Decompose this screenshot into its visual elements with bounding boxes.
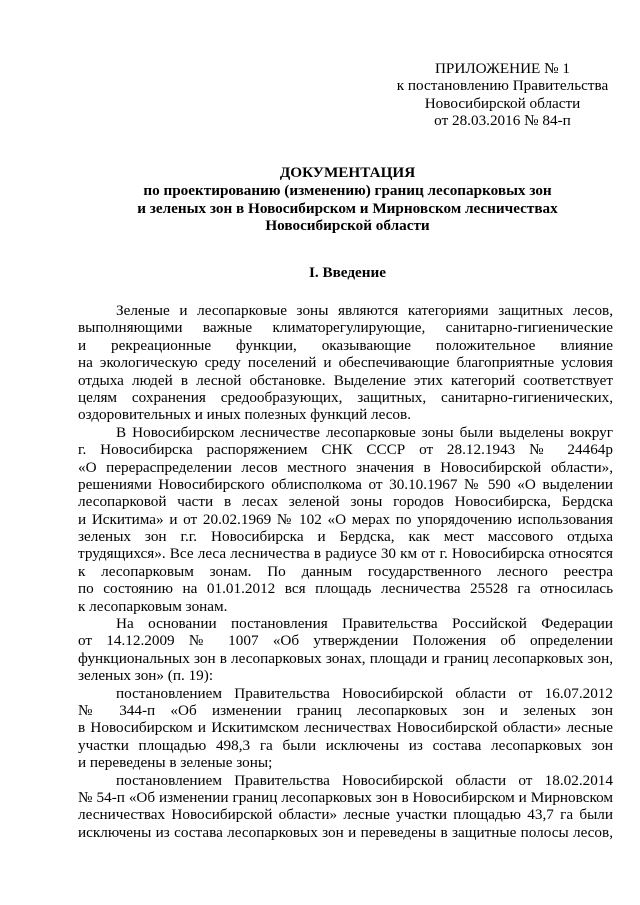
paragraph-line: участки площадью 498,3 га были исключены из состава лесопарковых зон bbox=[78, 736, 613, 754]
appendix-line-region: Новосибирской области bbox=[424, 94, 581, 112]
paragraph-line: функциональных зон в лесопарковых зонах, площади и границ лесопарковых зон, bbox=[78, 649, 613, 667]
paragraph-line: от 14.12.2009 № 1007 «Об утверждении Положения об определении bbox=[78, 632, 613, 650]
paragraph-line: «О перераспределении лесов местного значения в Новосибирской области», bbox=[78, 458, 613, 476]
document-subtitle-line: и зеленых зон в Новосибирском и Мирновском лесничествах bbox=[137, 199, 558, 217]
paragraph-line: по состоянию на 01.01.2012 вся площадь лесничества 25528 га относилась bbox=[78, 580, 613, 598]
paragraph-line: На основании постановления Правительства Российской Федерации bbox=[116, 615, 613, 633]
paragraph-line: на экологическую среду поселений и обеспечивающие благоприятные условия bbox=[78, 354, 613, 372]
paragraph-line: постановлением Правительства Новосибирской области от 18.02.2014 bbox=[116, 771, 613, 789]
document-title: ДОКУМЕНТАЦИЯ bbox=[279, 164, 416, 181]
paragraph-line: Зеленые и лесопарковые зоны являются категориями защитных лесов, bbox=[116, 302, 613, 319]
paragraph-line: к лесопарковым зонам. По данным государственного лесного реестра bbox=[78, 562, 613, 580]
paragraph-line: выполняющими важные климаторегулирующие, санитарно-гигиенические bbox=[78, 319, 613, 337]
document-title-block bbox=[80, 164, 615, 235]
appendix-block bbox=[395, 60, 610, 130]
document-subtitle-line: Новосибирской области bbox=[265, 217, 430, 235]
paragraph-line: к лесопарковым зонам. bbox=[78, 597, 228, 615]
paragraph-line: постановлением Правительства Новосибирской области от 16.07.2012 bbox=[116, 684, 613, 702]
document-subtitle-line: по проектированию (изменению) границ лесопарковых зон bbox=[143, 182, 552, 200]
paragraph-line: целям сохранения средообразующих, защитных, санитарно-гигиенических, bbox=[78, 388, 613, 406]
paragraph-line: В Новосибирском лесничестве лесопарковые зоны были выделены вокруг bbox=[116, 423, 613, 441]
paragraph-line: трудящихся». Все леса лесничества в радиусе 30 км от г. Новосибирска относятся bbox=[78, 545, 613, 563]
paragraph-line: № 54-п «Об изменении границ лесопарковых зон в Новосибирском и Мирновском bbox=[78, 788, 613, 806]
body-text bbox=[78, 302, 613, 841]
paragraph-line: № 344-п «Об изменении границ лесопарковых зон и зеленых зон bbox=[78, 701, 613, 719]
paragraph-line: лесничествах Новосибирской области» лесные участки площадью 43,7 га были bbox=[78, 806, 613, 824]
section-heading: I. Введение bbox=[308, 264, 387, 281]
paragraph-line: и рекреационные функции, оказывающие положительное влияние bbox=[78, 336, 613, 354]
paragraph-line: зеленых зон г.г. Новосибирска и Бердска, как мест массового отдыха bbox=[78, 528, 613, 546]
appendix-line-date: от 28.03.2016 № 84-п bbox=[434, 112, 571, 130]
paragraph-line: зеленых зон» (п. 19): bbox=[78, 667, 214, 685]
paragraph-line: и переведены в зеленые зоны; bbox=[78, 754, 273, 772]
paragraph-line: оздоровительных и иных полезных функций лесов. bbox=[78, 406, 411, 424]
paragraph-line: лесопарковой части в лесах зеленой зоны городов Новосибирска, Бердска bbox=[78, 493, 613, 511]
paragraph-line: и Искитима» и от 20.02.1969 № 102 «О мерах по упорядочению использования bbox=[78, 510, 613, 528]
paragraph-line: г. Новосибирска распоряжением СНК СССР от 28.12.1943 № 24464р bbox=[78, 441, 613, 459]
paragraph-line: в Новосибирском и Искитимском лесничествах Новосибирской области» лесные bbox=[78, 719, 613, 737]
paragraph-line: отдыха людей в лесной обстановке. Выделение этих категорий соответствует bbox=[78, 371, 613, 389]
appendix-title: ПРИЛОЖЕНИЕ № 1 bbox=[434, 60, 571, 77]
appendix-line-decree: к постановлению Правительства bbox=[396, 77, 609, 95]
paragraph-line: решениями Новосибирского облисполкома от 30.10.1967 № 590 «О выделении bbox=[78, 475, 613, 493]
paragraph-line: исключены из состава лесопарковых зон и переведены в защитные полосы лесов, bbox=[78, 823, 613, 841]
